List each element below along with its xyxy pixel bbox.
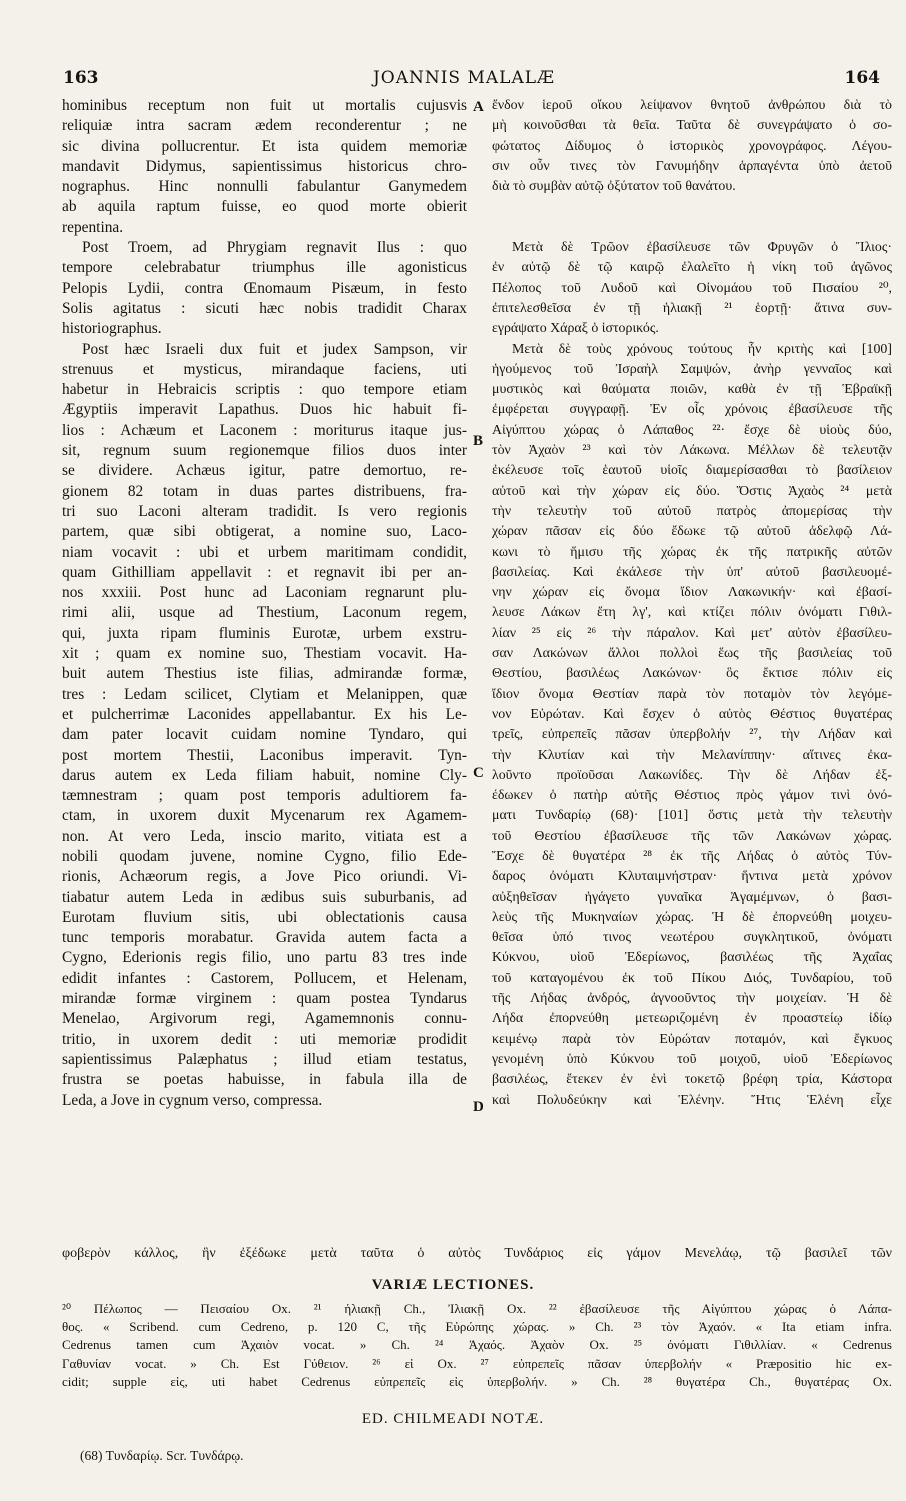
- greek-text-line: μὴ κοινοῦσθαι τὰ θεῖα. Ταῦτα δὲ συνεγράψατο ὁ σο-: [492, 118, 892, 134]
- greek-text-line: Ἔσχε δὲ θυγατέρα ²⁸ ἐκ τῆς Λήδας ὁ αὐτὸς Τύν-: [492, 848, 892, 864]
- latin-text-line: sic divina pollucrentur. Et ista quidem memoriæ: [62, 137, 467, 155]
- greek-text-line: ματι Τυνδαρίῳ (68)· [101] ὅστις μετὰ τὴν τελευτὴν: [492, 808, 892, 824]
- greek-text-line: χώραν πᾶσαν εἰς δύο ἔδωκε τῷ αὐτοῦ ἀδελφῷ Λά-: [492, 524, 892, 540]
- greek-text-line: τῆς Λήδας ἀνδρός, ἀγνοοῦντος τὴν μοιχείαν. Ἡ δὲ: [492, 991, 892, 1007]
- latin-text-line: partem, quæ sibi obtigerat, a nomine suo, Laco-: [62, 523, 467, 541]
- variant-reading-line: Γαθυνίαν vocat. » Ch. Est Γύθειον. ²⁶ εἰ Ox. ²⁷ εὐπρεπεῖς πᾶσαν ὑπερβολήν « Præpositio hic ex-: [62, 1355, 892, 1371]
- greek-text-line: ἴδιον ὄνομα Θεστίαν παρὰ τὸν ποταμὸν τὸν λεγόμε-: [492, 686, 892, 702]
- latin-text-line: et pulcherrimæ Laconides appellabantur. Ex his Le-: [62, 705, 467, 723]
- latin-text-line: nographus. Hinc nonnulli fabulantur Ganymedem: [62, 178, 467, 196]
- greek-text-line: καὶ Πολυδεύκην καὶ Ἑλένην. Ἥτις Ἑλένη εἶχε: [492, 1092, 892, 1108]
- latin-text-line: non. At vero Leda, inscio marito, vitiata est a: [62, 827, 467, 845]
- greek-text-line: ἔνδον ἱεροῦ οἴκου λείψανον θνητοῦ ἀνθρώπου διὰ τὸ: [492, 98, 892, 113]
- greek-text-line: βασιλείας. Καὶ ἐκάλεσε τὴν ὑπ' αὐτοῦ βασιλευομέ-: [492, 564, 892, 580]
- greek-text-line: θεῖσα ὑπό τινος νεωτέρου συγκλητικοῦ, ὀνόματι: [492, 930, 892, 946]
- greek-text-line: Αἰγύπτου χώρας ὁ Λάπαθος ²²· ἔσχε δὲ υἱοὺς δύο,: [492, 422, 892, 438]
- latin-text-line: tres : Ledam scilicet, Clytiam et Melanippen, quæ: [62, 685, 467, 703]
- greek-text-line: ἐπιτελεσθεῖσα ἐν τῇ ἡλιακῇ ²¹ ἑορτῇ· ἅτινα συν-: [492, 300, 892, 316]
- greek-text-line: τὴν Κλυτίαν καὶ τὴν Μελανίππην· αἵτινες ἐκα-: [492, 747, 892, 763]
- latin-text-line: buit autem Thestius iste filias, admirandæ formæ,: [62, 665, 467, 683]
- greek-text-line: κειμένῳ παρὰ τὸν Εὐρώταν ποταμόν, καὶ ἔγκυος: [492, 1031, 892, 1047]
- latin-text-line: edidit infantes : Castorem, Pollucem, et Helenam,: [62, 969, 467, 987]
- latin-text-line: tri suo Laconi alteram tradidit. Is vero regionis: [62, 502, 467, 520]
- latin-text-line: dam pater locavit cuidam nomine Tyndaro, qui: [62, 726, 467, 744]
- greek-text-line: λίαν ²⁵ εἰς ²⁶ τὴν πάραλον. Καὶ μετ' αὐτὸν ἐβασίλευ-: [492, 625, 892, 641]
- greek-text-line: αὐτοῦ καὶ τὴν χώραν εἰς δύο. Ὅστις Ἀχαὸς ²⁴ μετὰ: [492, 483, 892, 499]
- running-title: JOANNIS MALALÆ: [372, 68, 556, 88]
- latin-text-line: ctam, in uxorem duxit Mycenarum rex Agamem-: [62, 807, 467, 825]
- latin-column: [62, 96, 467, 1111]
- margin-mark-d: D: [473, 1099, 484, 1115]
- variant-reading-line: ²⁰ Πέλωπος — Πεισαίου Ox. ²¹ ἡλιακῇ Ch., Ἰλιακῇ Ox. ²² ἐβασίλευσε τῆς Αἰγύπτου χώρας ὁ Λάπα-: [62, 1301, 892, 1316]
- greek-text-line: κωνι τὸ ἥμισυ τῆς χώρας ἐκ τῆς πατρικῆς αὐτῶν: [492, 544, 892, 560]
- margin-mark-a: A: [473, 99, 484, 115]
- latin-text-line: gionem 82 totam in duas partes distribuens, fra-: [62, 482, 467, 500]
- latin-text-line: Post Troem, ad Phrygiam regnavit Ilus : quo: [82, 239, 467, 257]
- latin-text-line: Post hæc Israeli dux fuit et judex Sampson, vir: [82, 340, 467, 358]
- latin-text-line: Solis agitatus : sicuti hæc nobis tradidit Charax: [62, 299, 467, 317]
- latin-text-line: nos xxxiii. Post hunc ad Laconiam regnarunt plu-: [62, 584, 467, 602]
- greek-text-line: διὰ τὸ συμβὰν αὐτῷ ὀξύτατον τοῦ θανάτου.: [492, 179, 736, 195]
- latin-text-line: xit ; quam ex nomine suo, Thestiam vocavit. Ha-: [62, 645, 467, 663]
- latin-text-line: tritio, in uxorem dedit : uti memoriæ prodidit: [62, 1030, 467, 1048]
- greek-text-line: γενομένη ὑπὸ Κύκνου τοῦ μοιχοῦ, υἱοῦ Ἐδερίωνος: [492, 1051, 892, 1067]
- latin-text-line: qui, juxta ripam fluminis Eurotæ, urbem exstru-: [62, 624, 467, 642]
- greek-text-line: Μετὰ δὲ Τρῶον ἐβασίλευσε τῶν Φρυγῶν ὁ Ἴλιος·: [512, 240, 892, 256]
- greek-text-line: έδωκεν ὁ πατὴρ αὐτῆς Θέστιος πρὸς γάμον τινὶ ὀνό-: [492, 788, 892, 804]
- greek-text-line: ἡγούμενος τοῦ Ἰσραὴλ Σαμψών, ἀνὴρ γενναῖος καὶ: [492, 361, 892, 377]
- latin-text-line: quam Githilliam appellavit : et regnavit ibi per an-: [62, 563, 467, 581]
- greek-text-line: ἐν αὐτῷ δὲ τῷ καιρῷ ἐλαλεῖτο ἡ νίκη τοῦ ἀγῶνος: [492, 260, 892, 276]
- latin-text-line: sit, regnum suum regionemque filios duos inter: [62, 442, 467, 460]
- greek-text-line: τὸν Ἀχαὸν ²³ καὶ τὸν Λάκωνα. Μέλλων δὲ τελευτᾷν: [492, 443, 892, 459]
- latin-text-line: tempore celebrabatur triumphus ille agonisticus: [62, 259, 467, 277]
- latin-text-line: rimi alii, usque ad Thestium, Laconum regem,: [62, 604, 467, 622]
- latin-text-line: tæmnestram ; quam post temporis adultiorem fa-: [62, 787, 467, 805]
- latin-text-line: tunc temporis morabatur. Gravida autem facta a: [62, 929, 467, 947]
- latin-text-line: Pelopis Lydii, contra Œnomaum Pisæum, in festo: [62, 279, 467, 297]
- latin-text-line: mandavit Didymus, sapientissimus historicus chro-: [62, 157, 467, 175]
- variae-lectiones-heading: VARIÆ LECTIONES.: [371, 1277, 535, 1293]
- greek-text-line: τὴν τελευτὴν τοῦ αὐτοῦ πατρὸς ἀπομερίσας τὴν: [492, 503, 892, 519]
- greek-text-line: Κύκνου, υἱοῦ Ἐδερίωνος, βασιλέως τῆς Ἀχαΐας: [492, 950, 892, 966]
- variant-reading-line: cidit; supple εἰς, uti habet Cedrenus εὐπρεπεῖς εἰς ὑπερβολήν. » Ch. ²⁸ θυγατέρα Ch., θυγατέρας Ox.: [62, 1373, 892, 1389]
- latin-text-line: nobili quodam juvene, nomine Cygno, filio Ede-: [62, 847, 467, 865]
- greek-text-line: [492, 218, 892, 238]
- latin-text-line: Cygno, Ederionis regis filio, uno partu 83 tres inde: [62, 949, 467, 967]
- greek-text-line: λευσε Λάκων ἔτη λγ', καὶ κτίζει πόλιν ὀνόματι Γιθιλ-: [492, 605, 892, 621]
- greek-text-line: λεὺς τῆς Μυκηναίων χώρας. Ἡ δὲ ἐπορνεύθη μοιχευ-: [492, 909, 892, 925]
- latin-text-line: Leda, a Jove in cygnum verso, compressa.: [62, 1091, 323, 1109]
- greek-text-line: σιν οὖν τινες τὸν Γανυμήδην ἁρπαγέντα ὑπὸ ἀετοῦ: [492, 158, 892, 174]
- latin-text-line: lios : Achæum et Laconem : moriturus itaque jus-: [62, 421, 467, 439]
- variant-reading-line: θος. « Scribend. cum Cedreno, p. 120 C, τῆς Εὐρώπης χώρας. » Ch. ²³ τὸν Ἀχαόν. « Ita etiam infra.: [62, 1319, 892, 1335]
- latin-text-line: rionis, Achæorum regis, a Jove Pico oriundi. Vi-: [62, 868, 467, 886]
- greek-text-line: εγράψατο Χάραξ ὁ ἱστορικός.: [492, 321, 659, 337]
- greek-text-line: φώτατος Δίδυμος ὁ ἱστορικὸς χρονογράφος. Λέγου-: [492, 138, 892, 154]
- latin-text-line: Ægyptiis imperavit Lapathus. Duos hic habuit fi-: [62, 401, 467, 419]
- latin-text-line: repentina.: [62, 218, 124, 236]
- greek-text-line: λοῦντο προϊοῦσαι Λακωνίδες. Τὴν δὲ Λήδαν ἐξ-: [492, 767, 892, 783]
- greek-text-line: τοῦ καταγομένου ἐκ τοῦ Πίκου Διός, Τυνδαρίου, τοῦ: [492, 970, 892, 986]
- latin-text-line: se dividere. Achæus igitur, patre demortuo, re-: [62, 462, 467, 480]
- greek-text-line: τρεῖς, εὐπρεπεῖς πᾶσαν ὑπερβολήν ²⁷, τὴν Λήδαν καὶ: [492, 727, 892, 743]
- greek-text-line: αὐξηθεῖσαν ἠγάγετο γυναῖκα Ἀγαμέμνων, ὁ βασι-: [492, 889, 892, 905]
- latin-text-line: hominibus receptum non fuit ut mortalis cujusvis: [62, 97, 467, 114]
- greek-text-line: Λήδα ἐπορνεύθη μετεωριζομένη ἐν προαστείῳ ἰδίῳ: [492, 1011, 892, 1027]
- greek-text-line: ἐκέλευσε τοῖς ἑαυτοῦ υἱοῖς διαμερίσασθαι τὸ βασίλειον: [492, 463, 892, 479]
- greek-text-line: δαρος ὀνόματι Κλυταιμνήστραν· ἥντινα μετὰ χρόνον: [492, 869, 892, 885]
- greek-text-line: Πέλοπος τοῦ Λυδοῦ καὶ Οἰνομάου τοῦ Πισαίου ²⁰,: [492, 280, 892, 296]
- latin-text-line: Eurotam fluvium sitis, ubi oblectationis causa: [62, 908, 467, 926]
- latin-text-line: reliquiæ intra sacram ædem reconderentur ; ne: [62, 117, 467, 135]
- page-number-left: 163: [63, 68, 99, 88]
- greek-text-line: [492, 197, 892, 217]
- greek-text-line: νην χώραν εἰς ὄνομα ἴδιον Λακωνικήν· καὶ ἐβασί-: [492, 585, 892, 601]
- variant-reading-line: Cedrenus tamen cum Ἀχαιὸν vocat. » Ch. ²⁴ Ἀχαός. Ἀχαὸν Ox. ²⁵ ὀνόματι Γιθιλλίαν. « Cedrenus: [62, 1337, 892, 1353]
- margin-mark-c: C: [473, 765, 484, 781]
- latin-text-line: niam vocavit : ubi et urbem maritimam condidit,: [62, 543, 467, 561]
- latin-text-line: Menelao, Argivorum regi, Agamemnonis connu-: [62, 1010, 467, 1028]
- latin-text-line: frustra se poetas habuisse, in fabula illa de: [62, 1071, 467, 1089]
- latin-text-line: habetur in Hebraicis scriptis : quo tempore etiam: [62, 381, 467, 399]
- running-header: [48, 68, 880, 92]
- variae-lectiones-block: [62, 1300, 892, 1391]
- full-width-last-line: φοβερὸν κάλλος, ἣν ἐξέδωκε μετὰ ταῦτα ὁ αὐτὸς Τυνδάριος εἰς γάμον Μενελάῳ, τῷ βασιλεῖ τῶν: [62, 1246, 892, 1261]
- page-number-right: 164: [844, 68, 880, 88]
- latin-text-line: strenuus et mysticus, mirandaque faciens, uti: [62, 360, 467, 378]
- greek-text-line: τοῦ Θεστίου ἐβασίλευσε τῆς τῶν Λακώνων χώρας.: [492, 828, 892, 844]
- greek-column: [492, 96, 892, 1111]
- greek-text-line: σαν Λακώνων ἄλλοι πολλοὶ ἕως τῆς βασιλείας τοῦ: [492, 646, 892, 662]
- greek-text-line: βασιλέως, ἔτεκεν ἐν ἑνὶ τοκετῷ βρέφη τρία, Κάστορα: [492, 1072, 892, 1088]
- greek-text-line: ἐμφέρεται συγγραφῇ. Ἐν οἷς χρόνοις ἐβασίλευσε τῆς: [492, 402, 892, 418]
- latin-text-line: mirandæ formæ virginem : quam postea Tyndarus: [62, 990, 467, 1008]
- latin-text-line: post mortem Thestii, Laconibus imperavit. Tyn-: [62, 746, 467, 764]
- latin-text-line: tiabatur autem Leda in ædibus suis suburbanis, ad: [62, 888, 467, 906]
- greek-text-line: Μετὰ δὲ τοὺς χρόνους τούτους ἦν κριτὴς καὶ [100]: [512, 341, 892, 357]
- margin-mark-b: B: [473, 433, 484, 449]
- latin-text-line: darus autem ex Leda filiam habuit, nomine Cly-: [62, 766, 467, 784]
- editor-notes-heading: ED. CHILMEADI NOTÆ.: [361, 1411, 545, 1427]
- greek-text-line: μυστικὸς καὶ θαύματα ποιῶν, καθὰ ἐν τῇ Ἑβραϊκῇ: [492, 382, 892, 398]
- latin-text-line: ab aquila raptum fuisse, eo quod morte obierit: [62, 198, 467, 216]
- latin-text-line: sapientissimus Palæphatus ; illud etiam testatus,: [62, 1050, 467, 1068]
- latin-text-line: historiographus.: [62, 320, 162, 338]
- greek-text-line: νον Εὐρώταν. Καὶ ἔσχεν ὁ αὐτὸς Θέστιος θυγατέρας: [492, 706, 892, 722]
- editor-note: (68) Τυνδαρίῳ. Scr. Τυνδάρῳ.: [80, 1448, 244, 1463]
- greek-text-line: Θεστίου, βασιλέως Λακώνων· ὃς ἔκτισε πόλιν εἰς: [492, 666, 892, 682]
